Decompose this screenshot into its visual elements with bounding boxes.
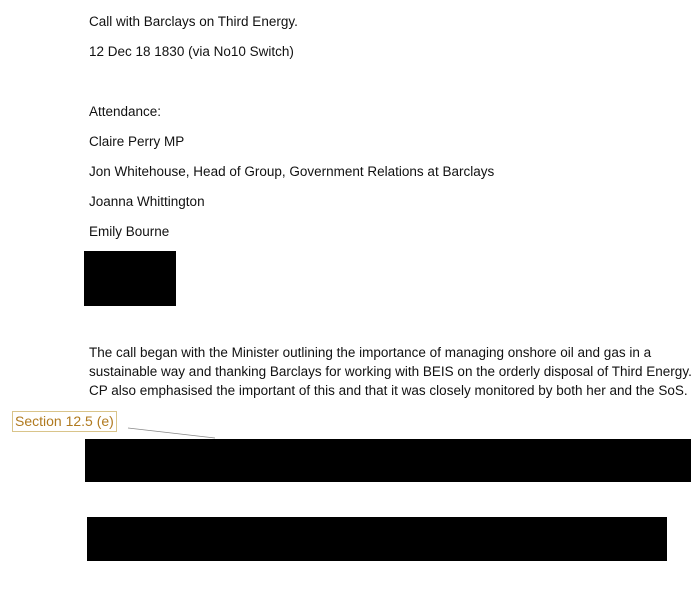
attendee-claire-perry: Claire Perry MP: [89, 134, 185, 149]
redaction-block-attendee: [84, 251, 176, 306]
attendee-joanna-whittington: Joanna Whittington: [89, 194, 205, 209]
attendee-emily-bourne: Emily Bourne: [89, 224, 170, 239]
call-date: 12 Dec 18 1830 (via No10 Switch): [89, 44, 294, 59]
paragraph-line: sustainable way and thanking Barclays for working with BEIS on the orderly disposal of Third Energy.: [89, 364, 692, 379]
paragraph-line: CP also emphasised the important of this and that it was closely monitored by both her and the SoS.: [89, 383, 688, 398]
call-summary-paragraph: [89, 343, 692, 400]
paragraph-line: The call began with the Minister outlining the importance of managing onshore oil and gas in a: [89, 345, 652, 360]
section-exemption-label: Section 12.5 (e): [12, 411, 117, 432]
redaction-block-1: [85, 439, 691, 482]
redaction-block-2: [87, 517, 667, 561]
attendance-heading: Attendance:: [89, 104, 162, 119]
attendee-jon-whitehouse: Jon Whitehouse, Head of Group, Government Relations at Barclays: [89, 164, 495, 179]
document-title: Call with Barclays on Third Energy.: [89, 14, 298, 29]
